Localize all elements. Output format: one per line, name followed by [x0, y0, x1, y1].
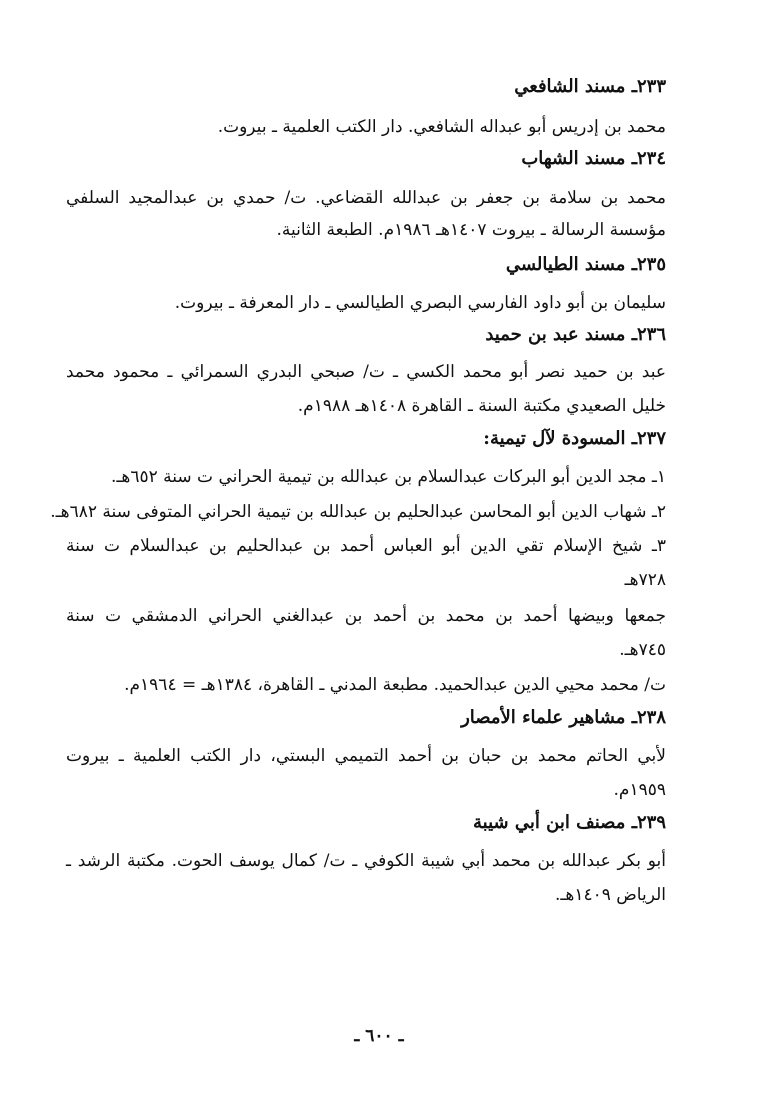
entry-heading-234: ٢٣٤ـ مسند الشهاب — [521, 148, 666, 169]
entry-heading-238: ٢٣٨ـ مشاهير علماء الأمصار — [461, 707, 666, 728]
entry-text-237-line-2: ٢ـ شهاب الدين أبو المحاسن عبدالحليم بن عبدالله بن تيمية الحراني المتوفى سنة ٦٨٢هـ. — [50, 502, 666, 522]
entry-heading-235: ٢٣٥ـ مسند الطيالسي — [505, 254, 666, 275]
entry-text-237-line-5: جمعها وبيضها أحمد بن محمد بن أحمد بن عبدالغني الحراني الدمشقي ت سنة — [66, 606, 666, 626]
entry-heading-233: ٢٣٣ـ مسند الشافعي — [514, 76, 666, 97]
entry-text-238-line-2: ١٩٥٩م. — [613, 780, 666, 800]
page-number: ـ ٦٠٠ ـ — [354, 1026, 404, 1046]
entry-text-233-line-1: محمد بن إدريس أبو عبداله الشافعي. دار الكتب العلمية ـ بيروت. — [217, 117, 666, 137]
entry-text-234-line-2: مؤسسة الرسالة ـ بيروت ١٤٠٧هـ ١٩٨٦م. الطبعة الثانية. — [276, 220, 666, 240]
entry-text-239-line-2: الرياض ١٤٠٩هـ. — [554, 885, 666, 905]
entry-text-237-line-3: ٣ـ شيخ الإسلام تقي الدين أبو العباس أحمد بن عبدالحليم بن عبدالسلام ت سنة — [66, 536, 666, 556]
entry-heading-237: ٢٣٧ـ المسودة لآل تيمية: — [483, 428, 666, 449]
entry-text-237-line-1: ١ـ مجد الدين أبو البركات عبدالسلام بن عبدالله بن تيمية الحراني ت سنة ٦٥٢هـ. — [111, 467, 666, 487]
entry-text-236-line-1: عبد بن حميد نصر أبو محمد الكسي ـ ت/ صبحي البدري السمرائي ـ محمود محمد — [66, 362, 666, 382]
entry-heading-239: ٢٣٩ـ مصنف ابن أبي شيبة — [473, 812, 666, 833]
entry-text-235-line-1: سليمان بن أبو داود الفارسي البصري الطيالسي ـ دار المعرفة ـ بيروت. — [174, 293, 666, 313]
entry-heading-236: ٢٣٦ـ مسند عبد بن حميد — [485, 324, 666, 345]
entry-text-237-line-4: ٧٢٨هـ — [624, 570, 666, 590]
entry-text-237-line-7: ت/ محمد محيي الدين عبدالحميد. مطبعة المدني ـ القاهرة، ١٣٨٤هـ = ١٩٦٤م. — [124, 675, 666, 695]
entry-text-237-line-6: ٧٤٥هـ. — [619, 640, 666, 660]
entry-text-239-line-1: أبو بكر عبدالله بن محمد أبي شيبة الكوفي ـ ت/ كمال يوسف الحوت. مكتبة الرشد ـ — [66, 851, 666, 871]
entry-text-238-line-1: لأبي الحاتم محمد بن حبان بن أحمد التميمي البستي، دار الكتب العلمية ـ بيروت — [66, 746, 666, 766]
entry-text-234-line-1: محمد بن سلامة بن جعفر بن عبدالله القضاعي. ت/ حمدي بن عبدالمجيد السلفي — [66, 188, 666, 208]
entry-text-236-line-2: خليل الصعيدي مكتبة السنة ـ القاهرة ١٤٠٨هـ ١٩٨٨م. — [297, 396, 666, 416]
